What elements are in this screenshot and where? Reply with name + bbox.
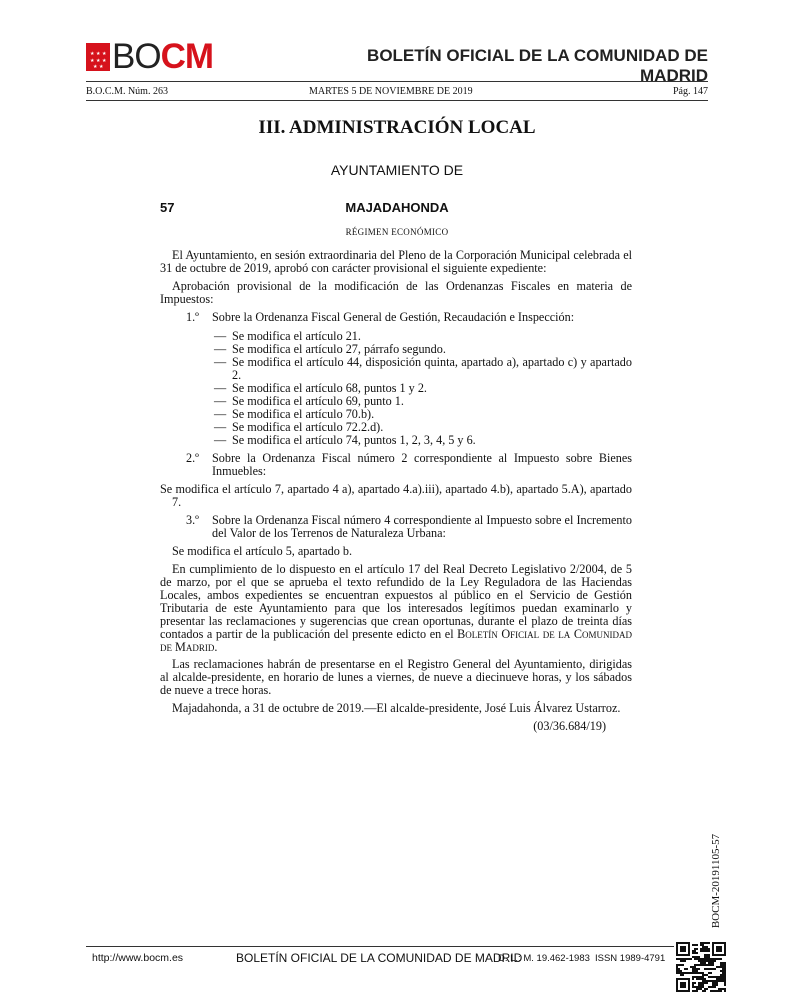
header-rule-bottom	[86, 100, 708, 101]
item-text: Sobre la Ordenanza Fiscal General de Gestión, Recaudación e Inspección:	[212, 310, 575, 324]
list-item: — Se modifica el artículo 27, párrafo segundo.	[214, 342, 446, 356]
ordinance-item	[186, 452, 632, 478]
issue-date: MARTES 5 DE NOVIEMBRE DE 2019	[309, 86, 473, 97]
list-item: — Se modifica el artículo 74, puntos 1, 2, 3, 4, 5 y 6.	[214, 433, 476, 447]
item-index: 3.º	[186, 513, 199, 527]
compliance-paragraph: En cumplimiento de lo dispuesto en el artículo 17 del Real Decreto Legislativo 2/2004, de 5 de marzo, por el que se aprueba el texto refundido de la Ley Reguladora de las Haciendas Locales, ambos expedientes se encuentran expuestos al público en el Servicio de Gestión Tributaria de este Ayuntamiento para que los interesados legítimos puedan examinarlo y presentar las reclamaciones y sugerencias que crean oportunas, durante el plazo de treinta días contados a partir de la publicación del presente edicto en el Boletín Oficial de la Comunidad de Madrid.	[160, 562, 632, 654]
section-title: III. ADMINISTRACIÓN LOCAL	[258, 117, 536, 138]
signature-paragraph: Majadahonda, a 31 de octubre de 2019.—El alcalde-presidente, José Luis Álvarez Ustarroz.	[172, 701, 621, 715]
header-rule	[86, 81, 708, 82]
journal-name: Boletín Oficial de la Comunidad de Madrid	[160, 627, 632, 654]
page-number: Pág. 147	[673, 86, 708, 97]
bocm-logo	[86, 37, 214, 76]
notice-body	[160, 249, 632, 733]
issn: ISSN 1989-4791	[595, 953, 666, 964]
subject-paragraph: Aprobación provisional de la modificación de las Ordenanzas Fiscales en materia de Impuestos:	[160, 279, 632, 306]
list-item: — Se modifica el artículo 44, disposición quinta, apartado a), apartado c) y apartado 2.	[214, 355, 632, 382]
list-item: — Se modifica el artículo 72.2.d).	[214, 420, 384, 434]
ordinance-item	[186, 514, 632, 540]
footer-url[interactable]: http://www.bocm.es	[92, 952, 184, 964]
item-index: 2.º	[186, 451, 199, 465]
ordinance-item	[186, 311, 632, 324]
madrid-flag-icon: ★ ★ ★ ★ ★ ★ ★ ★	[86, 43, 110, 71]
town-name: MAJADAHONDA	[345, 200, 449, 215]
footer-rule	[86, 946, 674, 947]
topic-heading: RÉGIMEN ECONÓMICO	[345, 227, 449, 237]
item-text: Sobre la Ordenanza Fiscal número 4 correspondiente al Impuesto sobre el Incremento del Valor de los Terrenos de Naturaleza Urbana:	[212, 513, 632, 540]
issue-number: B.O.C.M. Núm. 263	[86, 86, 168, 97]
side-code: BOCM-20191105-57	[710, 833, 722, 929]
list-item: — Se modifica el artículo 68, puntos 1 y 2.	[214, 381, 427, 395]
logo-wordmark: BOCM	[112, 37, 214, 76]
legal-deposit: D. L.: M. 19.462-1983	[498, 953, 590, 964]
bulletin-title: BOLETÍN OFICIAL DE LA COMUNIDAD DE MADRID	[367, 46, 708, 85]
item-text: Sobre la Ordenanza Fiscal número 2 correspondiente al Impuesto sobre Bienes Inmuebles:	[212, 451, 632, 478]
intro-paragraph: El Ayuntamiento, en sesión extraordinaria del Pleno de la Corporación Municipal celebrada el 31 de octubre de 2019, aprobó con carácter provisional el siguiente expediente:	[160, 248, 632, 275]
reference-code: (03/36.684/19)	[533, 719, 606, 733]
item-index: 1.º	[186, 310, 199, 324]
footer-title: BOLETÍN OFICIAL DE LA COMUNIDAD DE MADRID	[236, 951, 523, 965]
item-detail: Se modifica el artículo 5, apartado b.	[172, 544, 353, 558]
list-item: — Se modifica el artículo 69, punto 1.	[214, 394, 404, 408]
entity-title: AYUNTAMIENTO DE	[330, 162, 464, 178]
claims-paragraph: Las reclamaciones habrán de presentarse en el Registro General del Ayuntamiento, dirigidas al alcalde-presidente, en horario de lunes a viernes, de nueve a diecinueve horas, y los sábados de nueve a trece horas.	[160, 657, 632, 697]
qr-code-icon	[676, 942, 726, 992]
item-detail: Se modifica el artículo 7, apartado 4 a), apartado 4.a).iii), apartado 4.b), apartado 5.A), apartado 7.	[160, 482, 632, 509]
article-list	[214, 330, 632, 447]
list-item: — Se modifica el artículo 21.	[214, 329, 361, 343]
list-item: — Se modifica el artículo 70.b).	[214, 407, 375, 421]
notice-number: 57	[160, 200, 175, 215]
